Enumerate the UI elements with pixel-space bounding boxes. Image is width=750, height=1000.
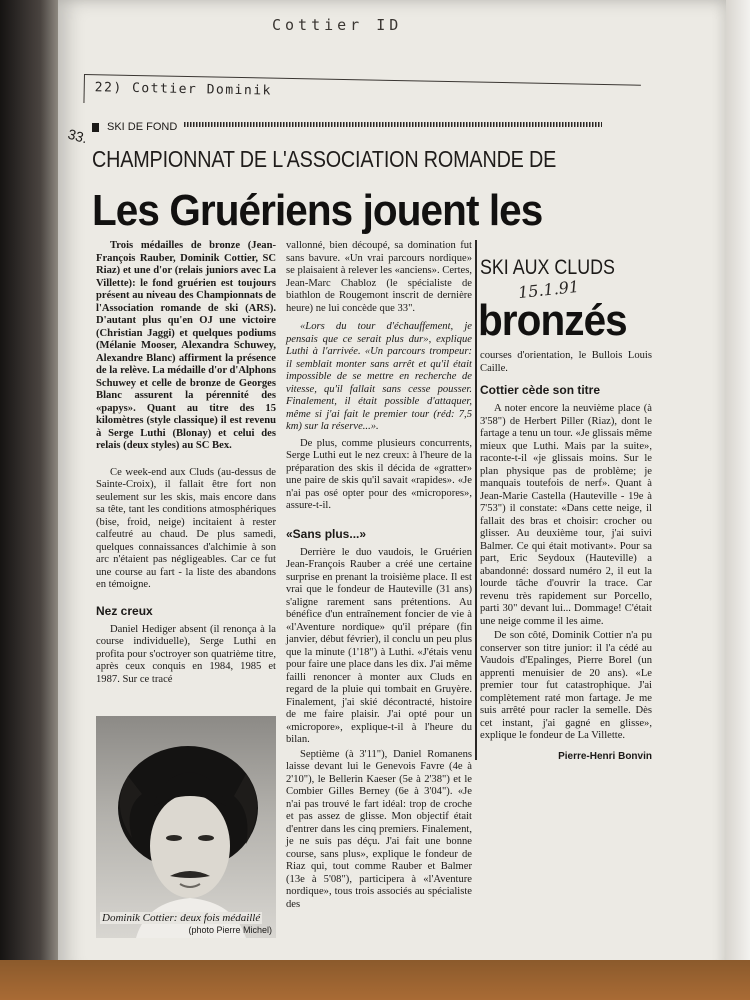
handwritten-date: 15.1.91 — [517, 276, 580, 303]
lead-paragraph: Trois médailles de bronze (Jean-François Rauber, Dominik Cottier, SC Riaz) et une d'or (relais juniors avec La Villette): le fond gruérien est toujours présent au niveau des Championnats de l'Association romande de ski (ARS). D'autant plus qu'en OJ une victoire (Christian Jaggi) et quelques podiums (Mélanie Mooser, Alexandra Schuwey, Alexandre Blanc) affirment la présence de la relève. La médaille d'or d'Alphons Schuwey et celle de bronze de Georges Blanc assurent la pérennité des «papys». Quant au titre des 15 kilomètres (style classique) il est revenu à Serge Luthi (Blonay) et celui des relais (deux styles) au SC Bex. — [96, 240, 277, 451]
ski-aux-cluds: SKI AUX CLUDS — [480, 256, 615, 279]
paragraph: De son côté, Dominik Cottier n'a pu conserver son titre junior: il l'a cédé au Vaudois d'Epalinges, Pierre Borel (un apprenti menuisier de 20 ans). «Le premier tour fut catastrophique. J'ai complètement raté mon fartage. Je me suis arrêté pour racler la semelle. Dès cet instant, j'ai gagné en glisse», explique le fondeur de La Villette. — [480, 630, 652, 741]
paragraph: Septième (à 3'11"), Daniel Romanens laisse devant lui le Genevois Favre (4e à 2'10"), le Bellerin Kaeser (5e à 2'38") et le Combier Gilles Berney (6e à 3'04"). «Je n'ai pas trouvé le fart idéal: trop de croche et pas assez de glisse. Mon objectif était d'entrer dans les cinq premiers. Finalement, je ne suis pas déçu. J'ai fait une bonne course, sans plus», explique le fondeur de Riaz qui, tout comme Rauber et Balmer (13e à 5'08"), participera à «l'Aventure nordique», tous trois associés au spécialiste des — [286, 748, 472, 910]
entry-label: 22) Cottier Dominik — [94, 80, 273, 99]
column-rule — [475, 240, 477, 760]
headline-part2: bronzés — [478, 296, 627, 345]
rubric-bar — [92, 118, 612, 132]
rubric-marker — [92, 123, 99, 132]
column-2 — [286, 240, 472, 911]
quote-paragraph: «Lors du tour d'échauffement, je pensais que ce serait plus dur», explique Luthi à l'arrivée. «Un parcours trompeur: il semblait monter sans arrêt et qu'il était impossible de se mettre en recherche de vitesse, qu'il fallait sans cesse pousser. Finalement, il était possible d'attaquer, même si j'ai fait le premier tour (réd: 7,5 km) sur la réserve...». — [286, 321, 472, 432]
folder-label: Cottier ID — [272, 16, 403, 34]
paragraph: A noter encore la neuvième place (à 3'58") de Herbert Piller (Riaz), dont le fartage a tenu un tour. «Je glissais même mieux que Luthi. Mais par la suite», raconte-t-il «je glissais moins. Sur le plan physique pas de problème; je manquais toutefois de nerf». Quant à Jean-Marie Castella (Hauteville - 19e à 7'53") il constate: «Dans cette neige, il fallait des bras et choisir: crocher ou glisser. Au deuxième tour, j'ai suivi Balmer. Ce qui était motivant». Pour sa part, Eric Seydoux (Hauteville) a abandonné: dossard numéro 2, il eut la lourde tâche d'ouvrir la trace. Car revenu très rapidement sur Porcello, parti 30" devant lui... Dommage! C'était une neige comme il les aime. — [480, 403, 652, 627]
paragraph: Ce week-end aux Cluds (au-dessus de Sainte-Croix), il fallait être fort non seulement sur les skis, mais encore dans sa tête, tant les conditions atmosphériques (bise, froid, neige) incitaient à rester calfeutré au chaud. De plus samedi, quelques connaissances d'alchimie à son arc n'étaient pas négligeables. Car ce fut une course au fart - la liste des abandons en témoigne. — [96, 466, 276, 590]
photo-caption: Dominik Cottier: deux fois médaillé — [102, 912, 261, 924]
paragraph: vallonné, bien découpé, sa domination fut sans bavure. «Un vrai parcours nordique» se plaisaient à relever les «anciens». Certes, Jean-Marc Chabloz (le spécialiste de biathlon de Rougemont inscrit de dernière heure) ne lui concède que 33". — [286, 240, 472, 314]
paragraph: De plus, comme plusieurs concurrents, Serge Luthi eut le nez creux: à l'heure de la préparation des skis il décida de «gratter» une paire de skis qu'il savait «rapides». «Je n'ai pas osé opter pour des «micropores», assure-t-il. — [286, 437, 472, 511]
byline: Pierre-Henri Bonvin — [558, 750, 652, 762]
headline-part1: Les Gruériens jouent les — [92, 186, 543, 235]
subheading-nez-creux: Nez creux — [96, 603, 153, 618]
page-number: 33. — [66, 125, 90, 147]
page-edge — [726, 0, 750, 1000]
column-3 — [480, 350, 652, 762]
rubric-label: SKI DE FOND — [107, 121, 178, 134]
photo — [96, 716, 276, 938]
subheading-cottier: Cottier cède son titre — [480, 383, 601, 397]
paragraph: Derrière le duo vaudois, le Gruérien Jean-François Rauber a créé une certaine surprise en prenant la troisième place. Il est vrai que le fondeur de Hauteville (31 ans) s'aligne rarement sans prétentions. Au bénéfice d'un entraînement foncier de vie à «l'Aventure nordique» qu'il prépare (fin janvier, début février), il conclu un peu plus que la minute (1'18") à Luthi. «J'étais venu pour faire une place dans les dix. J'ai même failli renoncer à monter aux Cluds en regard de la pluie qui tombait en Gruyère. Finalement, j'ai skié décontracté, histoire de me faire plaisir. J'ai opté pour un «micropore», explique-t-il à l'heure du bilan. — [286, 546, 472, 745]
portrait-illustration — [96, 716, 276, 938]
column-1 — [96, 240, 276, 686]
rubric-rule — [184, 122, 602, 127]
desk-surface — [0, 960, 750, 1000]
binding-shadow — [0, 0, 58, 1000]
kicker: CHAMPIONNAT DE L'ASSOCIATION ROMANDE DE — [92, 146, 557, 172]
paragraph: Daniel Hediger absent (il renonça à la course individuelle), Serge Luthi en profita pour s'octroyer son quatrième titre, après ceux conquis en 1984, 1985 et 1987. Sur ce tracé — [96, 623, 276, 685]
subheading-sans-plus: «Sans plus...» — [286, 526, 367, 541]
photo-credit: (photo Pierre Michel) — [188, 925, 272, 935]
paragraph: courses d'orientation, le Bullois Louis Caille. — [480, 350, 652, 374]
